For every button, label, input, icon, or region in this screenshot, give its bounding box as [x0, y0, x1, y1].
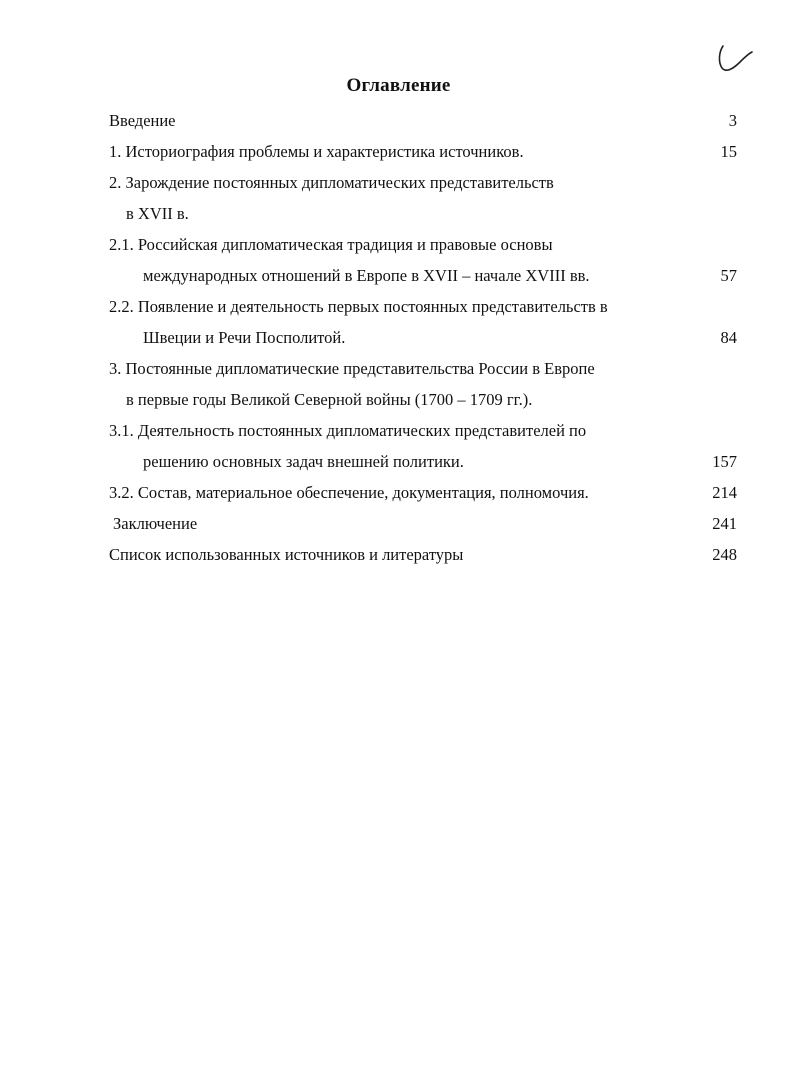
toc-page-number: 157 — [712, 452, 737, 471]
toc-page-number: 57 — [720, 266, 737, 285]
toc-entry-bibliography: Список использованных источников и литературы — [109, 545, 464, 564]
toc-page-number: 248 — [712, 545, 737, 564]
toc-entry-section-2-1: 2.1. Российская дипломатическая традиция и правовые основы — [109, 235, 553, 254]
handwritten-page-number-mark — [713, 42, 755, 76]
page-title: Оглавление — [346, 75, 451, 96]
toc-page-number: 15 — [720, 142, 737, 161]
toc-entry-chapter-3: 3. Постоянные дипломатические представительства России в Европе — [109, 359, 595, 378]
toc-entry-section-3-1: 3.1. Деятельность постоянных дипломатических представителей по — [109, 421, 587, 440]
toc-entry-chapter-2-continuation: в XVII в. — [126, 204, 189, 223]
toc-entry-introduction: Введение — [109, 111, 176, 130]
toc-entry-conclusion: Заключение — [113, 514, 198, 533]
toc-page-number: 214 — [712, 483, 737, 502]
toc-entry-section-2-2-continuation: Швеции и Речи Посполитой. — [143, 328, 346, 347]
toc-entry-section-2-1-continuation: международных отношений в Европе в XVII – начале XVIII вв. — [143, 266, 590, 285]
toc-page-number: 3 — [728, 111, 737, 130]
toc-entry-chapter-2: 2. Зарождение постоянных дипломатических представительств — [109, 173, 554, 192]
toc-entry-section-3-2: 3.2. Состав, материальное обеспечение, документация, полномочия. — [109, 483, 589, 502]
toc-page-number: 84 — [720, 328, 737, 347]
toc-page-number: 241 — [712, 514, 737, 533]
toc-entry-section-2-2: 2.2. Появление и деятельность первых постоянных представительств в — [109, 297, 608, 316]
toc-entry-section-3-1-continuation: решению основных задач внешней политики. — [143, 452, 464, 471]
toc-entry-chapter-1: 1. Историография проблемы и характеристика источников. — [109, 142, 524, 161]
toc-entry-chapter-3-continuation: в первые годы Великой Северной войны (1700 – 1709 гг.). — [126, 390, 533, 409]
